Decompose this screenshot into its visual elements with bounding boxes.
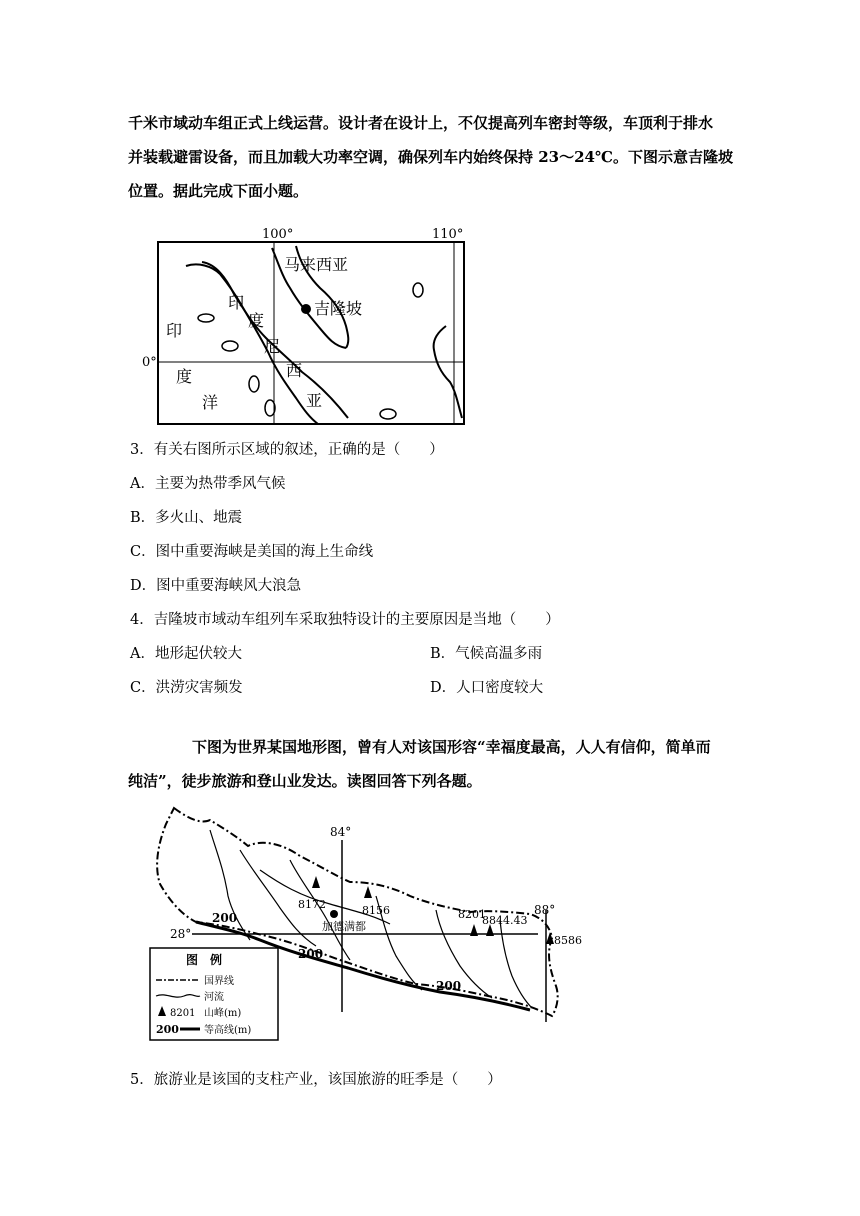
island-5 [413,283,423,297]
q4-option-c[interactable]: C．洪涝灾害频发 [130,680,243,696]
q5-stem: 5．旅游业是该国的支柱产业，该国旅游的旺季是（ ） [130,1072,502,1088]
legend-contour-value: 200 [156,1023,179,1036]
intro-line-1: 千米市域动车组正式上线运营。设计者在设计上，不仅提高列车密封等级，车顶利于排水 [128,114,714,132]
label-kuala-lumpur: 吉隆坡 [314,299,363,318]
q3-option-c[interactable]: C．图中重要海峡是美国的海上生命线 [130,544,374,560]
lon-88-label: 88° [534,903,556,917]
contour-label-a: 200 [212,911,238,925]
island-6 [380,409,396,419]
legend-title: 图 例 [186,953,223,967]
lat-0-label: 0° [142,355,157,370]
map-legend [150,948,278,1040]
island-3 [249,376,259,392]
legend-border: 国界线 [204,976,234,987]
lon-110-label: 110° [432,227,464,242]
legend-peak-value: 8201 [170,1008,196,1019]
borneo-coast [434,326,462,418]
label-indonesia-2: 度 [248,311,265,330]
label-malaysia: 马来西亚 [284,255,349,274]
label-indonesia-5: 亚 [306,391,323,410]
island-1 [198,314,214,322]
legend-contour: 等高线(m) [204,1025,252,1036]
river-6 [500,920,532,1008]
contour-label-c: 200 [436,979,462,993]
peak-8156-icon [364,886,372,898]
contour-label-b: 200 [298,947,324,961]
second-line-1: 下图为世界某国地形图，曾有人对该国形容“幸福度最高，人人有信仰，简单而 [192,738,711,756]
q4-option-d[interactable]: D．人口密度较大 [430,680,544,696]
lat-28-label: 28° [170,927,192,941]
label-ocean-2: 度 [176,367,193,386]
second-line-2: 纯洁”，徒步旅游和登山业发达。读图回答下列各题。 [128,772,482,790]
label-ocean-3: 洋 [202,393,219,412]
q4-stem: 4．吉隆坡市域动车组列车采取独特设计的主要原因是当地（ ） [130,612,560,628]
capital-label: 加德满都 [322,920,366,933]
intro-line-3: 位置。据此完成下面小题。 [128,182,309,200]
q3-option-d[interactable]: D．图中重要海峡风大浪急 [130,578,302,594]
intro-line-2: 并装载避雷设备，而且加载大功率空调，确保列车内始终保持 23～24℃。下图示意吉隆坡 [128,148,733,166]
peak-8172-label: 8172 [298,898,326,911]
peak-8201-icon [470,924,478,936]
label-indonesia-1: 印 [228,293,245,312]
q4-option-a[interactable]: A．地形起伏较大 [130,646,242,662]
peak-8201-label: 8201 [458,908,486,921]
q3-option-a[interactable]: A．主要为热带季风气候 [130,476,286,492]
legend-peak: 山峰(m) [204,1008,242,1019]
island-2 [222,341,238,351]
label-ocean-1: 印 [166,321,183,340]
q4-option-b[interactable]: B．气候高温多雨 [430,646,543,662]
label-indonesia-4: 西 [286,361,303,380]
label-indonesia-3: 尼 [264,337,281,356]
legend-river: 河流 [204,992,224,1003]
kuala-lumpur-dot [301,304,311,314]
lon-100-label: 100° [262,227,294,242]
q3-stem: 3．有关右图所示区域的叙述，正确的是（ ） [130,442,444,458]
peak-8172-icon [312,876,320,888]
peak-8156-label: 8156 [362,904,390,917]
kuala-lumpur-map [142,222,470,426]
peak-8844-label: 8844.43 [482,914,528,927]
capital-dot [330,910,338,918]
lon-84-label: 84° [330,825,352,839]
nepal-topographic-map [140,800,580,1046]
peak-8586-label: 8586 [554,934,582,947]
q3-option-b[interactable]: B．多火山、地震 [130,510,243,526]
